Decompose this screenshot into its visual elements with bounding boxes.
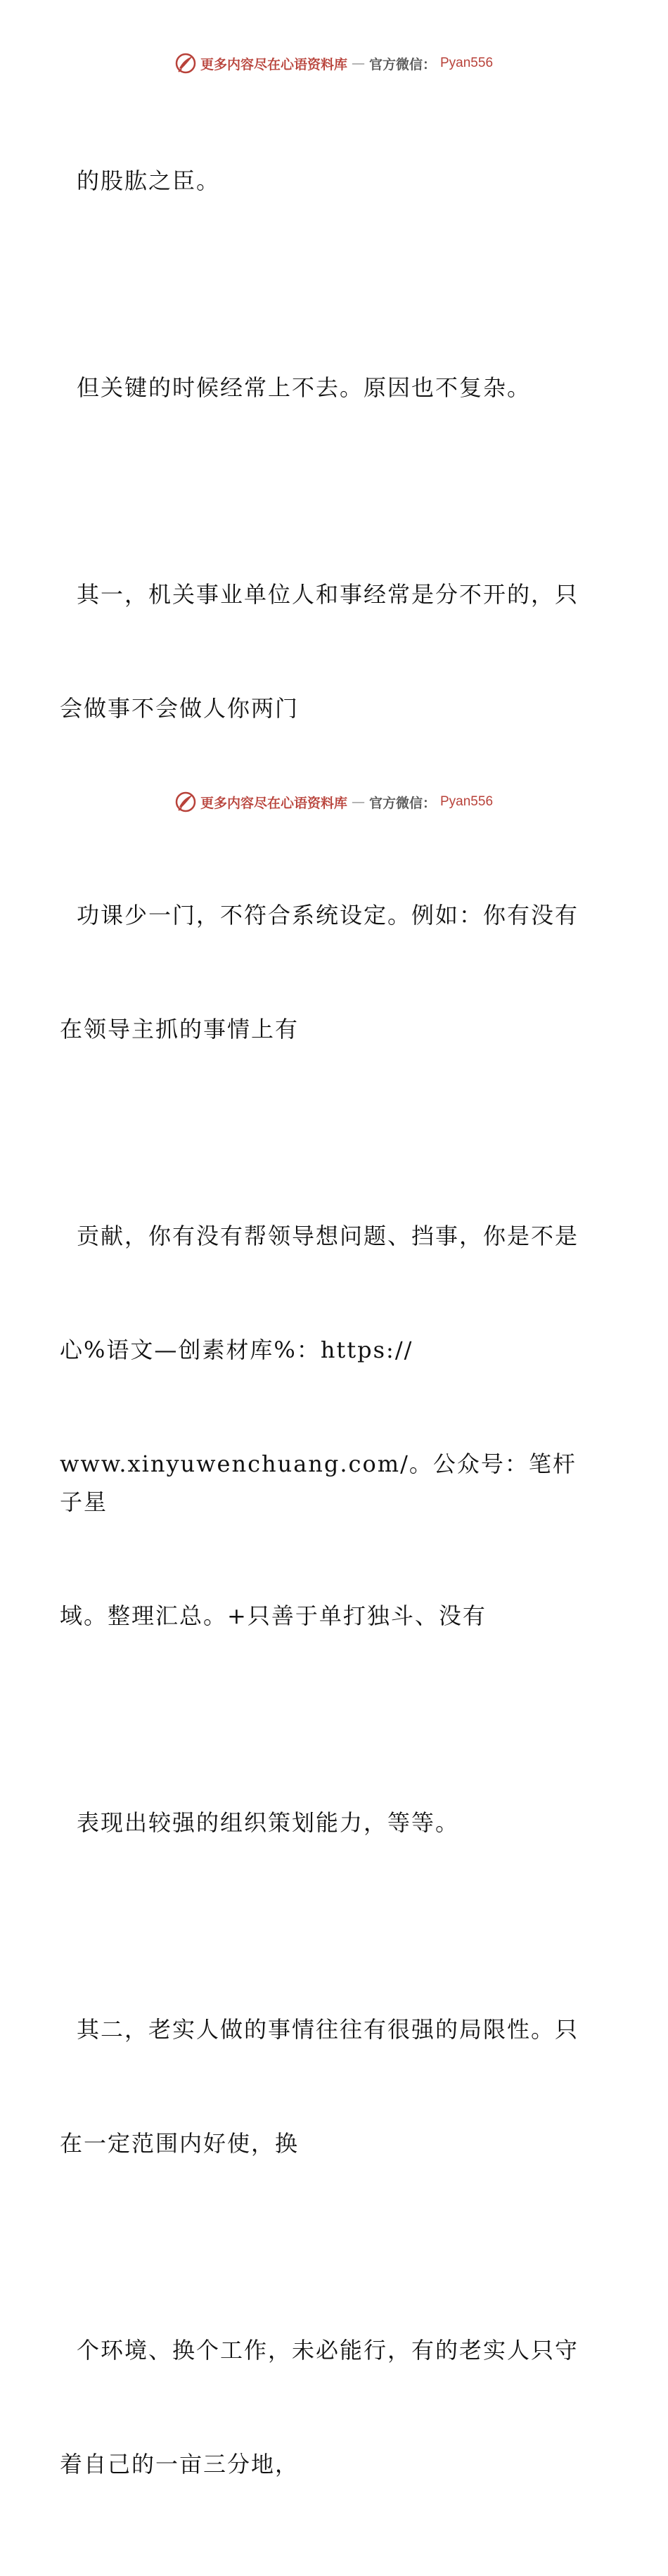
paragraph-6 (68, 1728, 589, 1918)
body-text (60, 86, 589, 2576)
paragraph-7 (60, 1934, 589, 2238)
header-banner-wechat-id: Pyan556 (440, 56, 494, 70)
footer-banner-wechat-id: Pyan556 (440, 794, 494, 809)
paragraph-line: 个环境、换个工作，未必能行，有的老实人只守 (77, 2337, 579, 2364)
header-banner-wechat-label: 官方微信： (368, 56, 436, 72)
paragraph-line: 贡献，你有没有帮领导想问题、挡事，你是不是 (77, 1223, 579, 1249)
paragraph-line: 的股肱之臣。 (77, 167, 221, 194)
footer-banner (0, 788, 668, 816)
paragraph-line: 但关键的时候经常上不去。原因也不复杂。 (77, 374, 532, 401)
footer-banner-dash: — (351, 794, 365, 810)
quill-logo-icon (175, 53, 196, 74)
paragraph-line: 其二，老实人做的事情往往有很强的局限性。只 (77, 2016, 579, 2043)
paragraph-line: 功课少一门，不符合系统设定。例如：你有没有 (77, 902, 579, 929)
paragraph-4 (60, 820, 589, 1124)
paragraph-line: 心%语文—创素材库%：https:// (60, 1337, 413, 1363)
paragraph-line: 表现出较强的组织策划能力，等等。 (77, 1809, 460, 1836)
paragraph-8 (60, 2255, 589, 2559)
header-banner-title: 更多内容尽在心语资料库 (200, 56, 347, 72)
paragraph-line: 在一定范围内好使，换 (60, 2130, 300, 2157)
paragraph-5 (60, 1141, 589, 1711)
footer-banner-title: 更多内容尽在心语资料库 (200, 795, 347, 811)
header-banner (0, 49, 668, 77)
paragraph-1 (68, 86, 589, 276)
paragraph-line: 域。整理汇总。+只善于单打独斗、没有 (60, 1602, 487, 1629)
paragraph-2 (68, 293, 589, 483)
header-banner-dash: — (351, 56, 365, 71)
footer-banner-wechat-label: 官方微信： (368, 795, 436, 811)
paragraph-line: 其一，机关事业单位人和事经常是分不开的，只 (77, 581, 579, 608)
paragraph-3 (60, 499, 589, 803)
paragraph-line: www.xinyuwenchuang.com/。公众号：笔杆子星 (60, 1450, 577, 1515)
paragraph-line: 着自己的一亩三分地， (60, 2451, 300, 2478)
paragraph-line: 在领导主抓的事情上有 (60, 1016, 300, 1042)
paragraph-line: 会做事不会做人你两门 (60, 695, 300, 722)
quill-logo-icon (175, 791, 196, 812)
